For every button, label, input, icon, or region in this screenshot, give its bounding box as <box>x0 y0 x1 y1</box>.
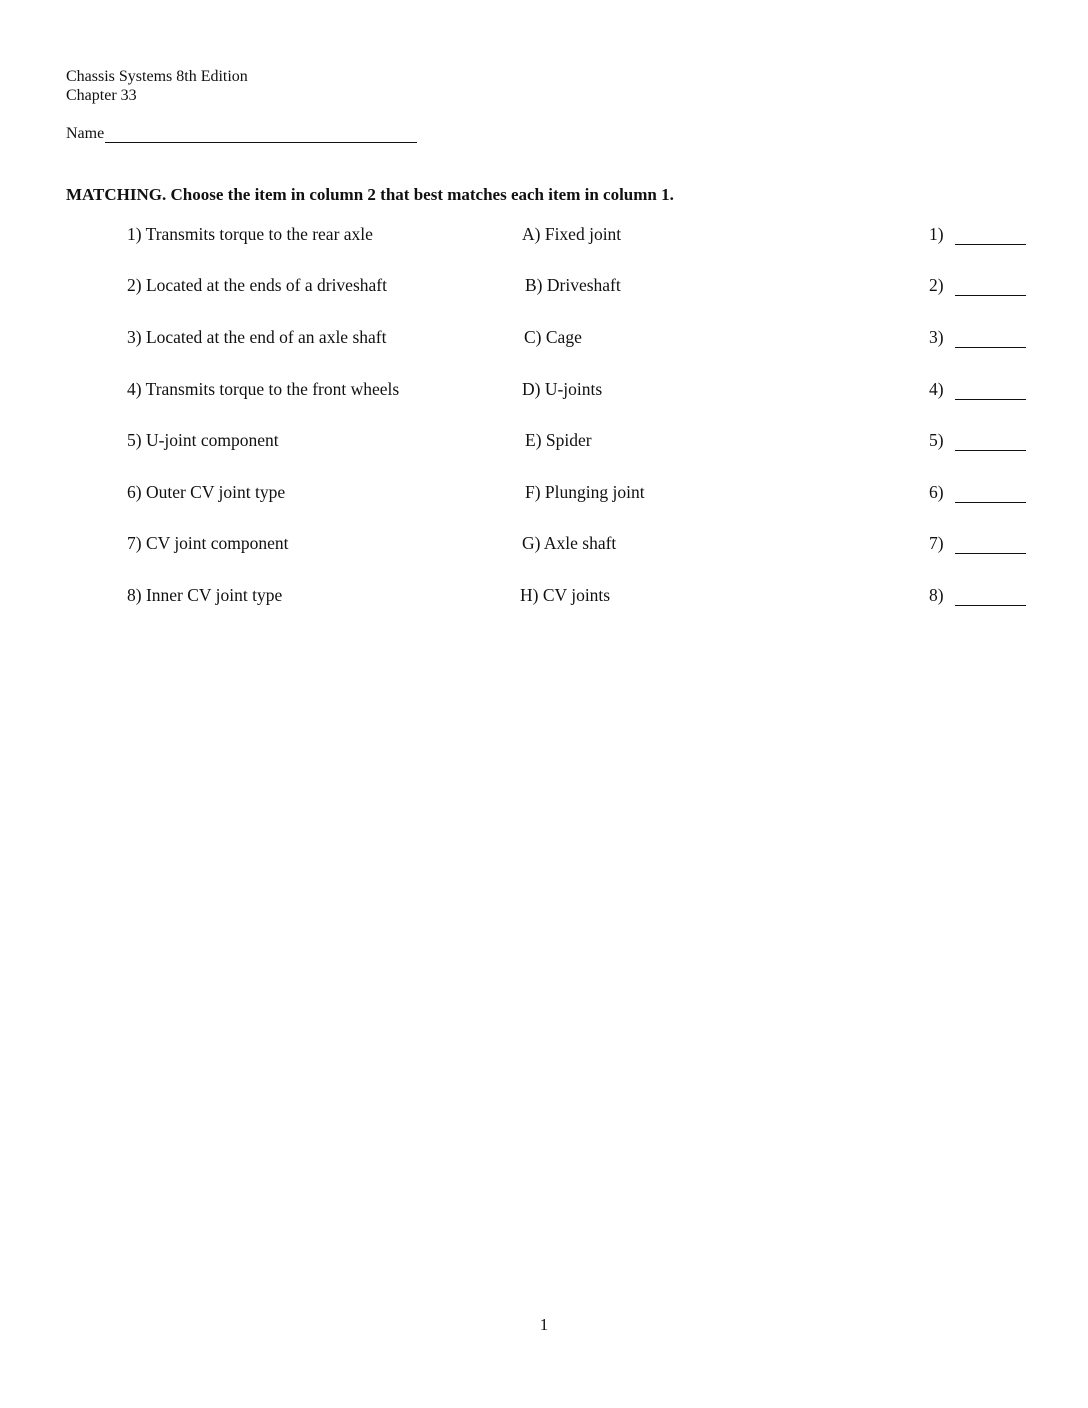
answer-blank[interactable] <box>955 295 1026 296</box>
matching-instructions: MATCHING. Choose the item in column 2 that best matches each item in column 1. <box>66 185 674 204</box>
page-number: 1 <box>539 1315 549 1334</box>
name-blank-line[interactable] <box>105 124 417 143</box>
matching-row <box>0 379 1088 405</box>
column-2-item: C) Cage <box>524 327 582 347</box>
column-2-item: G) Axle shaft <box>522 533 617 553</box>
matching-row <box>0 533 1088 559</box>
column-2-item: B) Driveshaft <box>525 275 621 295</box>
answer-blank[interactable] <box>955 605 1026 606</box>
book-title: Chassis Systems 8th Edition <box>66 68 248 85</box>
answer-blank[interactable] <box>955 399 1026 400</box>
column-1-item: 6) Outer CV joint type <box>127 482 286 502</box>
column-2-item: H) CV joints <box>520 585 611 605</box>
answer-blank[interactable] <box>955 244 1026 245</box>
answer-number: 5) <box>929 430 944 450</box>
matching-row <box>0 275 1088 301</box>
column-2-item: D) U-joints <box>522 379 603 399</box>
matching-row <box>0 327 1088 353</box>
column-1-item: 4) Transmits torque to the front wheels <box>127 379 400 399</box>
answer-blank[interactable] <box>955 347 1026 348</box>
answer-number: 2) <box>929 275 944 295</box>
answer-number: 1) <box>929 224 944 244</box>
column-1-item: 5) U-joint component <box>127 430 279 450</box>
matching-row <box>0 585 1088 611</box>
matching-row <box>0 430 1088 456</box>
column-2-item: A) Fixed joint <box>522 224 622 244</box>
column-1-item: 2) Located at the ends of a driveshaft <box>127 275 387 295</box>
column-1-item: 1) Transmits torque to the rear axle <box>127 224 373 244</box>
answer-number: 4) <box>929 379 944 399</box>
answer-number: 8) <box>929 585 944 605</box>
answer-blank[interactable] <box>955 502 1026 503</box>
column-1-item: 7) CV joint component <box>127 533 289 553</box>
matching-row <box>0 482 1088 508</box>
column-1-item: 3) Located at the end of an axle shaft <box>127 327 387 347</box>
answer-number: 3) <box>929 327 944 347</box>
name-field-row <box>66 124 417 143</box>
matching-row <box>0 224 1088 250</box>
column-1-item: 8) Inner CV joint type <box>127 585 283 605</box>
answer-blank[interactable] <box>955 553 1026 554</box>
answer-number: 7) <box>929 533 944 553</box>
column-2-item: E) Spider <box>525 430 592 450</box>
answer-blank[interactable] <box>955 450 1026 451</box>
column-2-item: F) Plunging joint <box>525 482 645 502</box>
answer-number: 6) <box>929 482 944 502</box>
name-label: Name <box>66 125 105 142</box>
chapter-label: Chapter 33 <box>66 87 137 104</box>
